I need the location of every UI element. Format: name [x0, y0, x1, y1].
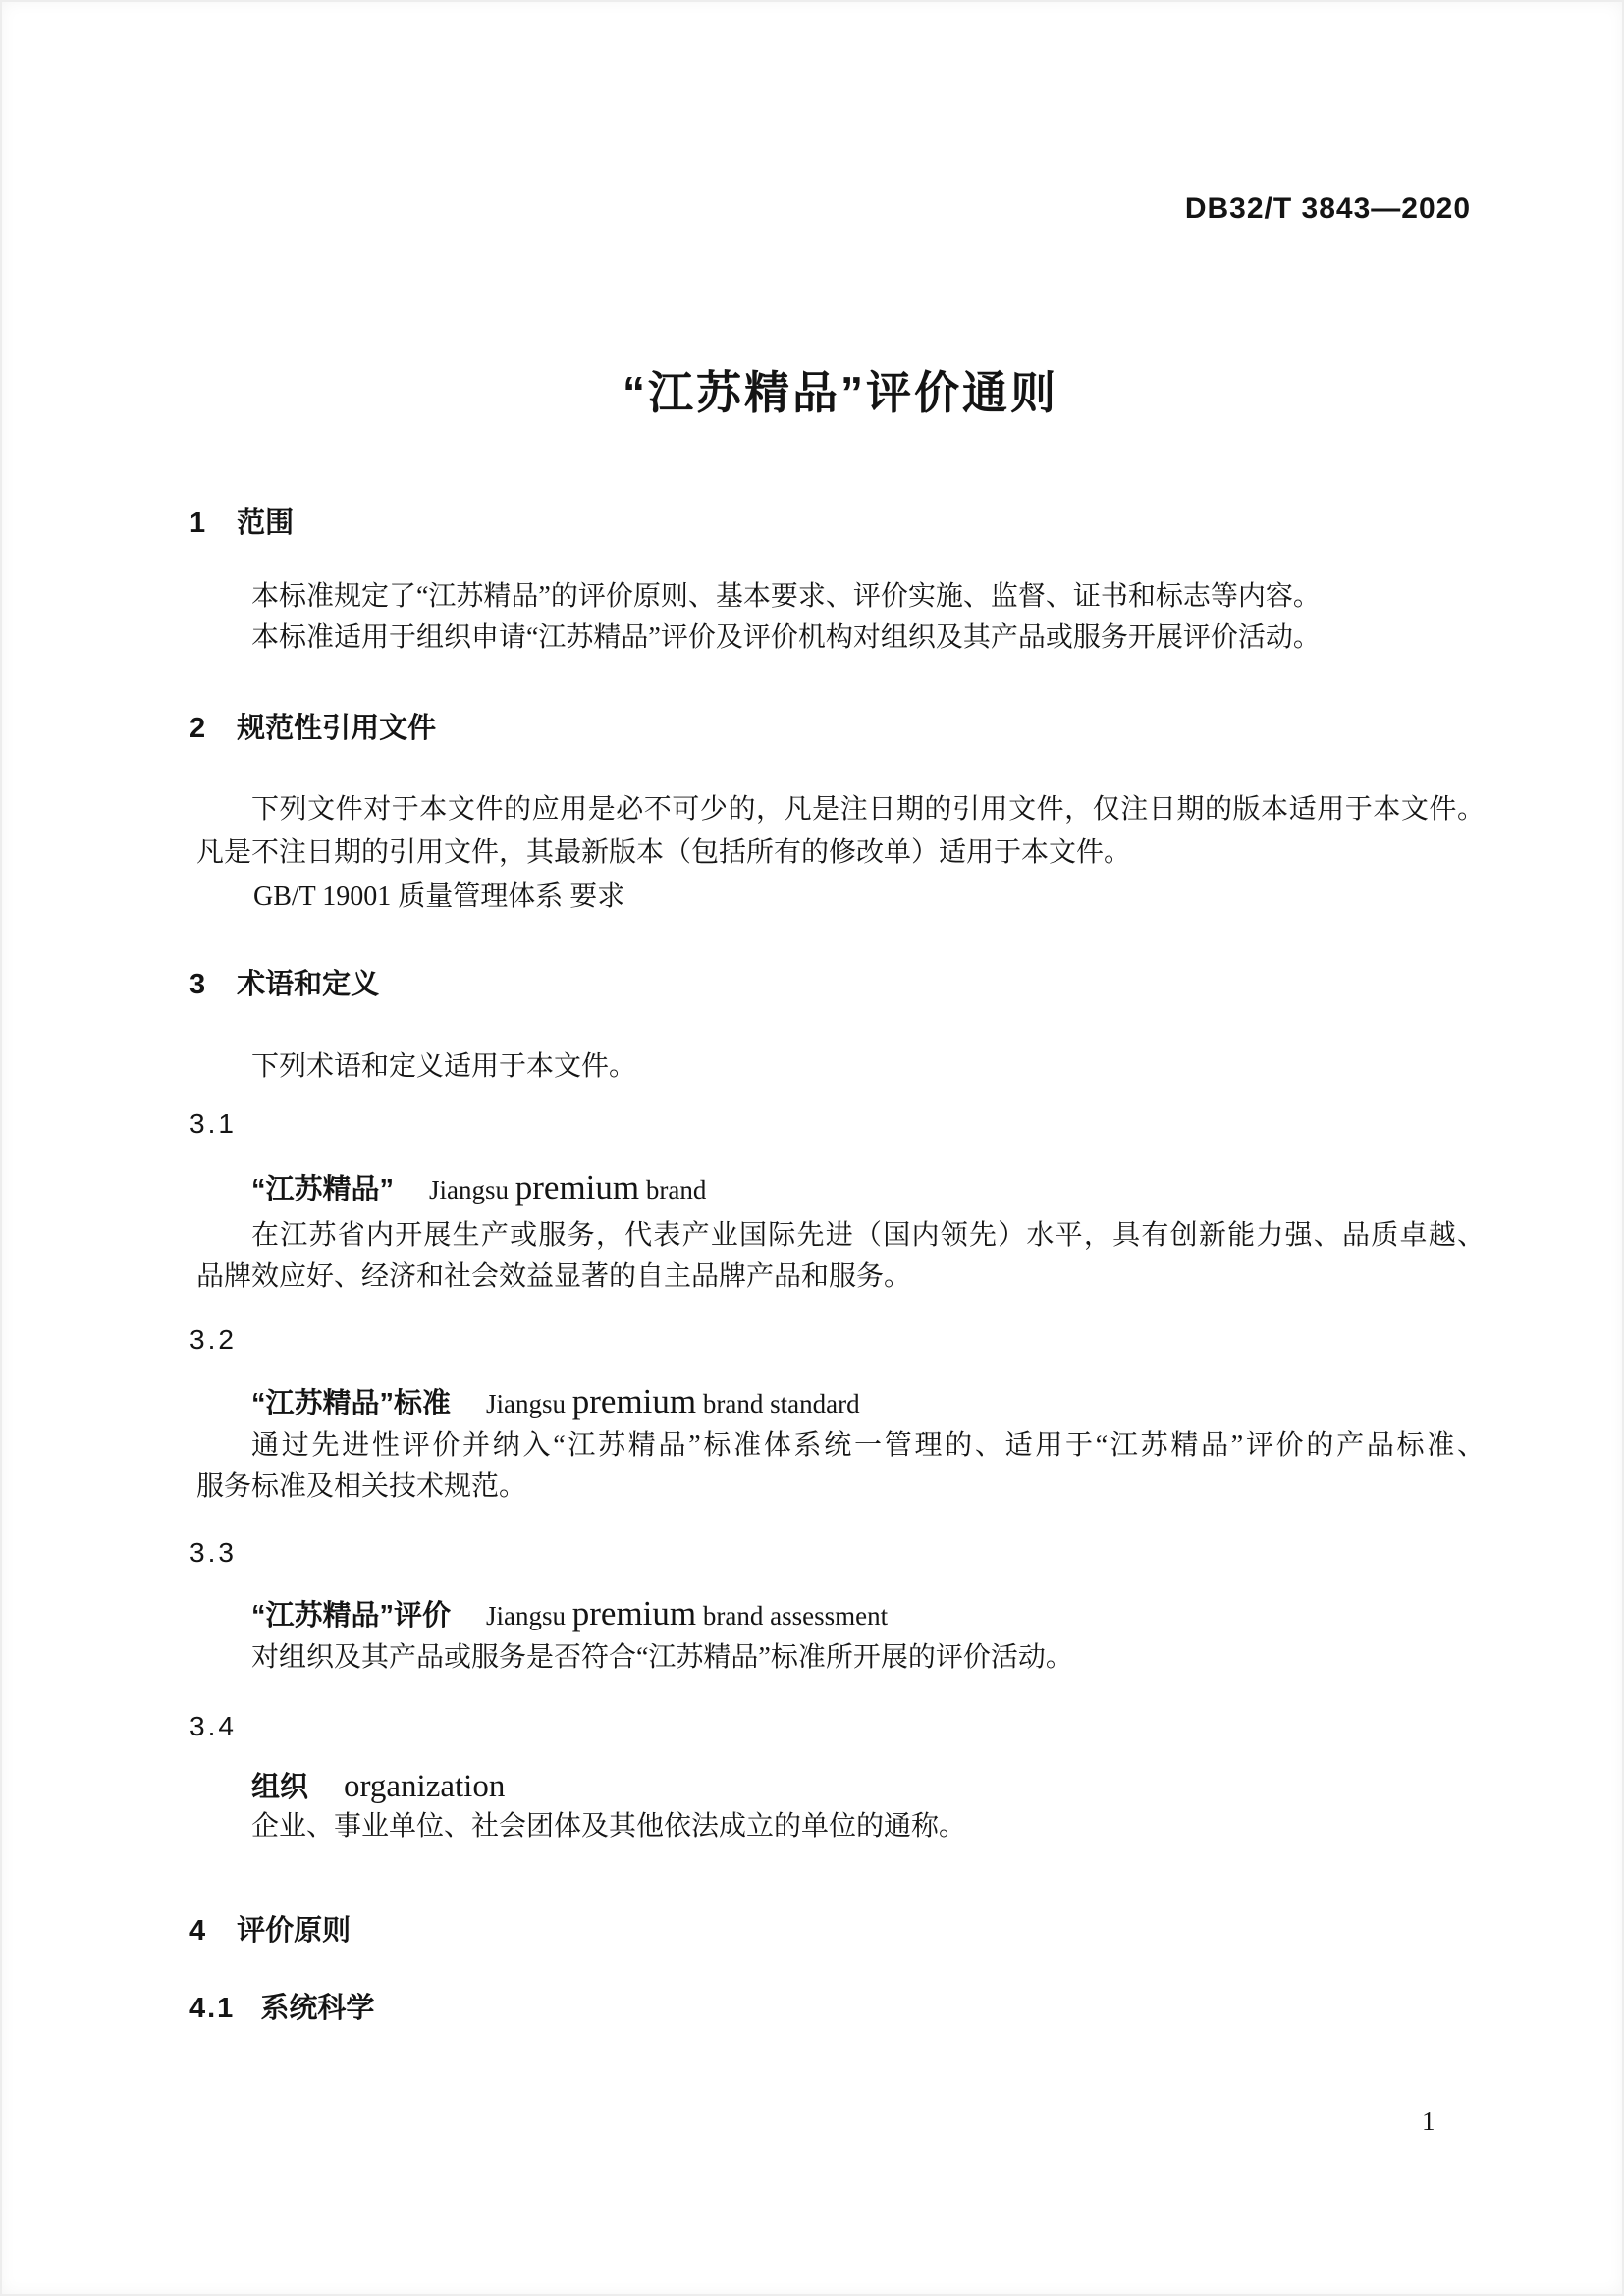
term-3-1-zh: “江苏精品”	[251, 1174, 395, 1205]
term-3-4-number: 3.4	[189, 1711, 237, 1741]
term-en-pre: Jiangsu	[429, 1175, 515, 1204]
normative-reference: GB/T 19001 质量管理体系 要求	[253, 881, 625, 912]
term-3-4-definition	[196, 1806, 1485, 1847]
clause-4-number: 4	[189, 1915, 208, 1947]
term-en-post: brand standard	[696, 1389, 860, 1418]
definition-line: 品牌效应好、经济和社会效益显著的自主品牌产品和服务。	[196, 1261, 912, 1292]
paragraph-line: 下列文件对于本文件的应用是必不可少的，凡是注日期的引用文件，仅注日期的版本适用于本文件。	[251, 794, 1485, 825]
clause-1-body	[196, 576, 1485, 659]
clause-2-title: 规范性引用文件	[237, 713, 437, 744]
clause-4-1-title: 系统科学	[260, 1993, 375, 2024]
clause-1-number: 1	[189, 507, 208, 539]
term-en-emph: premium	[571, 1594, 697, 1632]
page-number: 1	[1422, 2107, 1435, 2136]
term-en-post: brand	[639, 1175, 707, 1204]
term-3-1-en	[429, 1168, 707, 1206]
definition-line: 在江苏省内开展生产或服务，代表产业国际先进（国内领先）水平，具有创新能力强、品质卓越、	[251, 1220, 1485, 1251]
term-3-1-definition	[196, 1215, 1485, 1298]
term-3-2-en	[486, 1382, 860, 1420]
clause-1-heading	[189, 501, 294, 541]
term-3-3-definition	[196, 1637, 1485, 1679]
term-3-4-zh: 组织	[251, 1772, 309, 1803]
clause-1-title: 范围	[237, 507, 295, 539]
paragraph-line: 下列术语和定义适用于本文件。	[251, 1051, 637, 1082]
paragraph-line: 凡是不注日期的引用文件，其最新版本（包括所有的修改单）适用于本文件。	[196, 837, 1132, 868]
clause-2-heading	[189, 706, 436, 746]
term-3-2-zh: “江苏精品”标准	[251, 1388, 452, 1419]
clause-4-heading	[189, 1908, 351, 1949]
clause-3-title: 术语和定义	[237, 969, 380, 1000]
term-en-pre: Jiangsu	[486, 1601, 572, 1630]
term-3-1-number: 3.1	[189, 1108, 237, 1139]
paragraph-line: 本标准规定了“江苏精品”的评价原则、基本要求、评价实施、监督、证书和标志等内容。	[251, 581, 1321, 612]
page-title: “江苏精品”评价通则	[623, 367, 1058, 418]
term-en-emph: premium	[571, 1382, 697, 1420]
doc-number: DB32/T 3843—2020	[1184, 192, 1471, 225]
term-en-pre: Jiangsu	[486, 1389, 572, 1418]
clause-3-heading	[189, 962, 379, 1002]
definition-line: 通过先进性评价并纳入“江苏精品”标准体系统一管理的、适用于“江苏精品”评价的产品标准、	[251, 1430, 1485, 1461]
term-3-2-definition	[196, 1425, 1485, 1508]
clause-4-title: 评价原则	[237, 1915, 352, 1947]
term-3-3-zh: “江苏精品”评价	[251, 1600, 452, 1631]
term-3-1	[251, 1168, 706, 1214]
term-en-emph: organization	[344, 1769, 506, 1804]
term-3-4-en	[344, 1769, 506, 1804]
term-3-2-number: 3.2	[189, 1324, 237, 1355]
clause-4-1-heading	[189, 1986, 374, 2026]
term-3-3-number: 3.3	[189, 1537, 237, 1568]
clause-2-body	[196, 788, 1485, 875]
definition-line: 服务标准及相关技术规范。	[196, 1471, 527, 1502]
terms-intro	[196, 1046, 1485, 1088]
paragraph-line: 本标准适用于组织申请“江苏精品”评价及评价机构对组织及其产品或服务开展评价活动。	[251, 622, 1321, 653]
definition-line: 对组织及其产品或服务是否符合“江苏精品”标准所开展的评价活动。	[251, 1642, 1073, 1673]
definition-line: 企业、事业单位、社会团体及其他依法成立的单位的通称。	[251, 1811, 967, 1842]
clause-2-number: 2	[189, 713, 208, 744]
clause-3-number: 3	[189, 969, 208, 1000]
term-3-3	[251, 1594, 888, 1640]
clause-4-1-number: 4.1	[189, 1993, 236, 2024]
term-3-2	[251, 1382, 860, 1428]
term-en-emph: premium	[514, 1168, 640, 1206]
term-3-3-en	[486, 1594, 889, 1632]
term-en-post: brand assessment	[696, 1601, 889, 1630]
